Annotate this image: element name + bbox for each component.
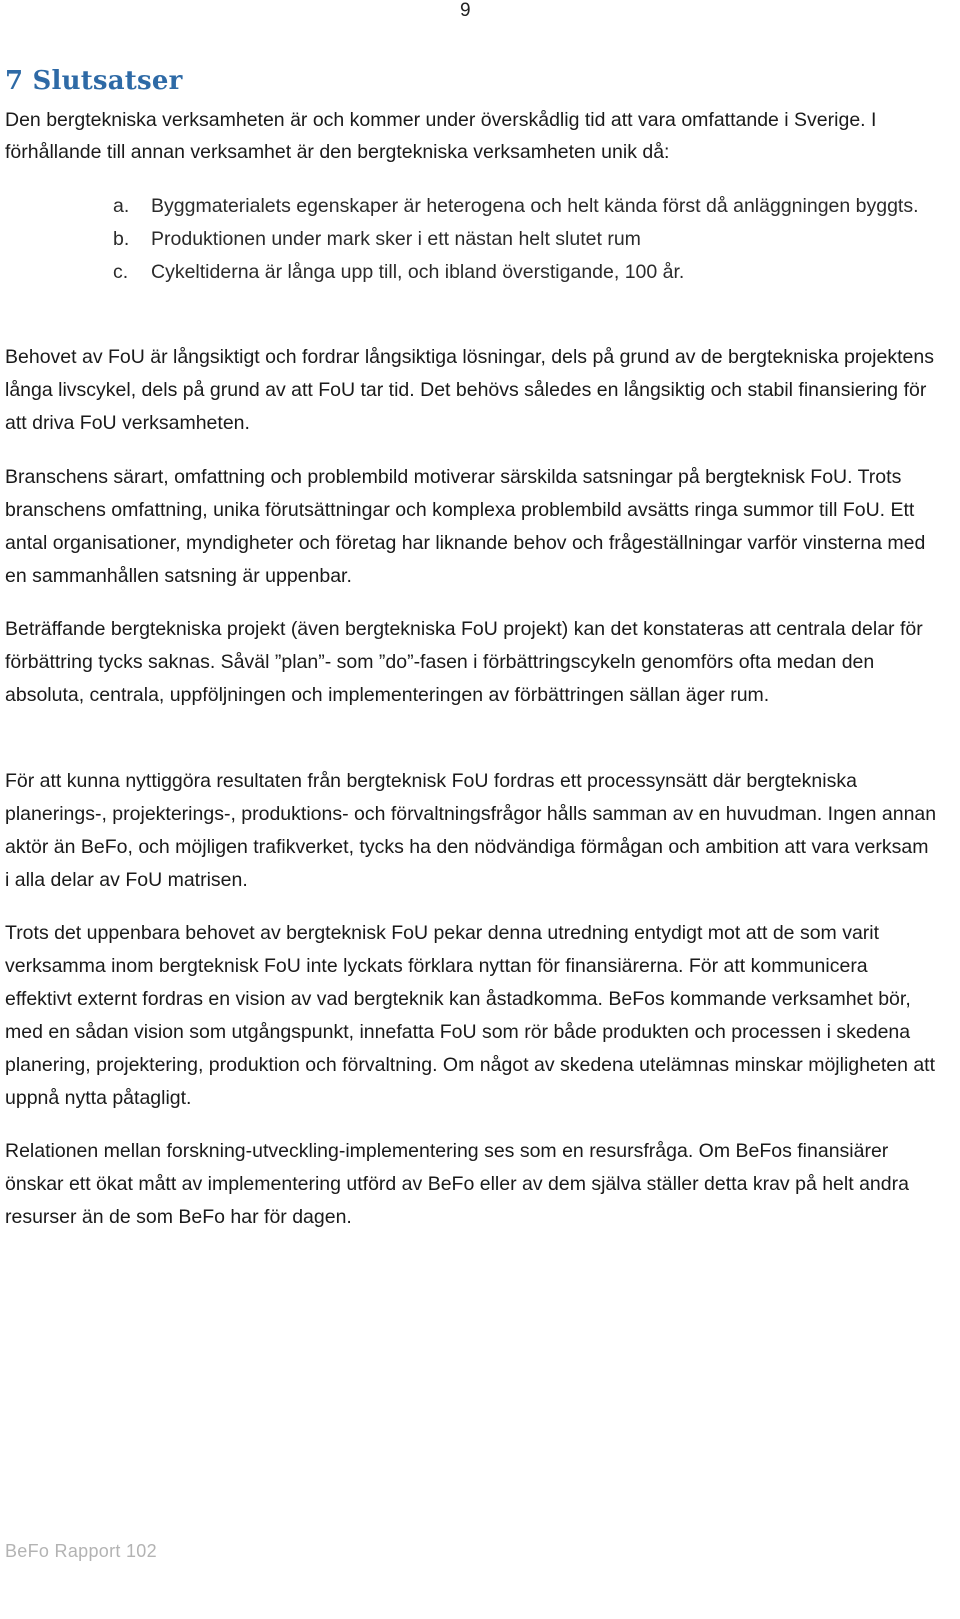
body-paragraph: Relationen mellan forskning-utveckling-implementering ses som en resursfråga. Om BeFos finansiärer önskar ett ökat mått av implementering utförd av BeFo eller av dem själva ställer detta krav på helt andra resurser än de som BeFo har för dagen. — [5, 1140, 909, 1228]
section-heading: 7 Slutsatser — [5, 66, 183, 96]
intro-paragraph: Den bergtekniska verksamheten är och kommer under överskådlig tid att vara omfattande i Sverige. I förhållande till annan verksamhet är den bergtekniska verksamheten unik då: — [5, 109, 877, 163]
list-item — [110, 256, 940, 289]
list-item-text: Produktionen under mark sker i ett nästan helt slutet rum — [151, 228, 641, 250]
list-marker: b. — [113, 228, 130, 250]
page-number: 9 — [460, 0, 471, 21]
list-marker: a. — [113, 195, 130, 217]
body-paragraph: Beträffande bergtekniska projekt (även bergtekniska FoU projekt) kan det konstateras att centrala delar för förbättring tycks saknas. Såväl ”plan”- som ”do”-fasen i förbättringscykeln genomförs ofta medan den absoluta, centrala, uppföljningen och implementeringen av förbättringen sällan äger rum. — [5, 618, 923, 706]
footer-report-label: BeFo Rapport 102 — [5, 1541, 157, 1561]
list-item — [110, 190, 940, 223]
list-item-text: Byggmaterialets egenskaper är heterogena och helt kända först då anläggningen byggts. — [151, 195, 919, 217]
body-paragraph: Branschens särart, omfattning och problembild motiverar särskilda satsningar på bergteknisk FoU. Trots branschens omfattning, unika förutsättningar och komplexa problembild avsätts ringa summor till FoU. Ett antal organisationer, myndigheter och företag har liknande behov och frågeställningar varför vinsterna med en sammanhållen satsning är uppenbar. — [5, 466, 926, 587]
conditions-list — [110, 190, 940, 289]
body-paragraph: För att kunna nyttiggöra resultaten från bergteknisk FoU fordras ett processynsätt där bergtekniska planerings-, projekterings-, produktions- och förvaltningsfrågor hålls samman av en huvudman. Ingen annan aktör än BeFo, och möjligen trafikverket, tycks ha den nödvändiga förmågan och ambition att vara verksam i alla delar av FoU matrisen. — [5, 770, 937, 891]
body-paragraph: Behovet av FoU är långsiktigt och fordrar långsiktiga lösningar, dels på grund av de bergtekniska projektens långa livscykel, dels på grund av att FoU tar tid. Det behövs således en långsiktig och stabil finansiering för att driva FoU verksamheten. — [5, 346, 934, 434]
list-item — [110, 223, 940, 256]
body-paragraph: Trots det uppenbara behovet av bergteknisk FoU pekar denna utredning entydigt mot att de som varit verksamma inom bergteknisk FoU inte lyckats förklara nyttan för finansiärerna. För att kommunicera effektivt externt fordras en vision av vad bergteknik kan åstadkomma. BeFos kommande verksamhet bör, med en sådan vision som utgångspunkt, innefatta FoU som rör både produkten och processen i skedena planering, projektering, produktion och förvaltning. Om något av skedena utelämnas minskar möjligheten att uppnå nytta påtagligt. — [5, 922, 936, 1109]
list-item-text: Cykeltiderna är långa upp till, och ibland överstigande, 100 år. — [151, 261, 685, 283]
list-marker: c. — [113, 261, 129, 283]
